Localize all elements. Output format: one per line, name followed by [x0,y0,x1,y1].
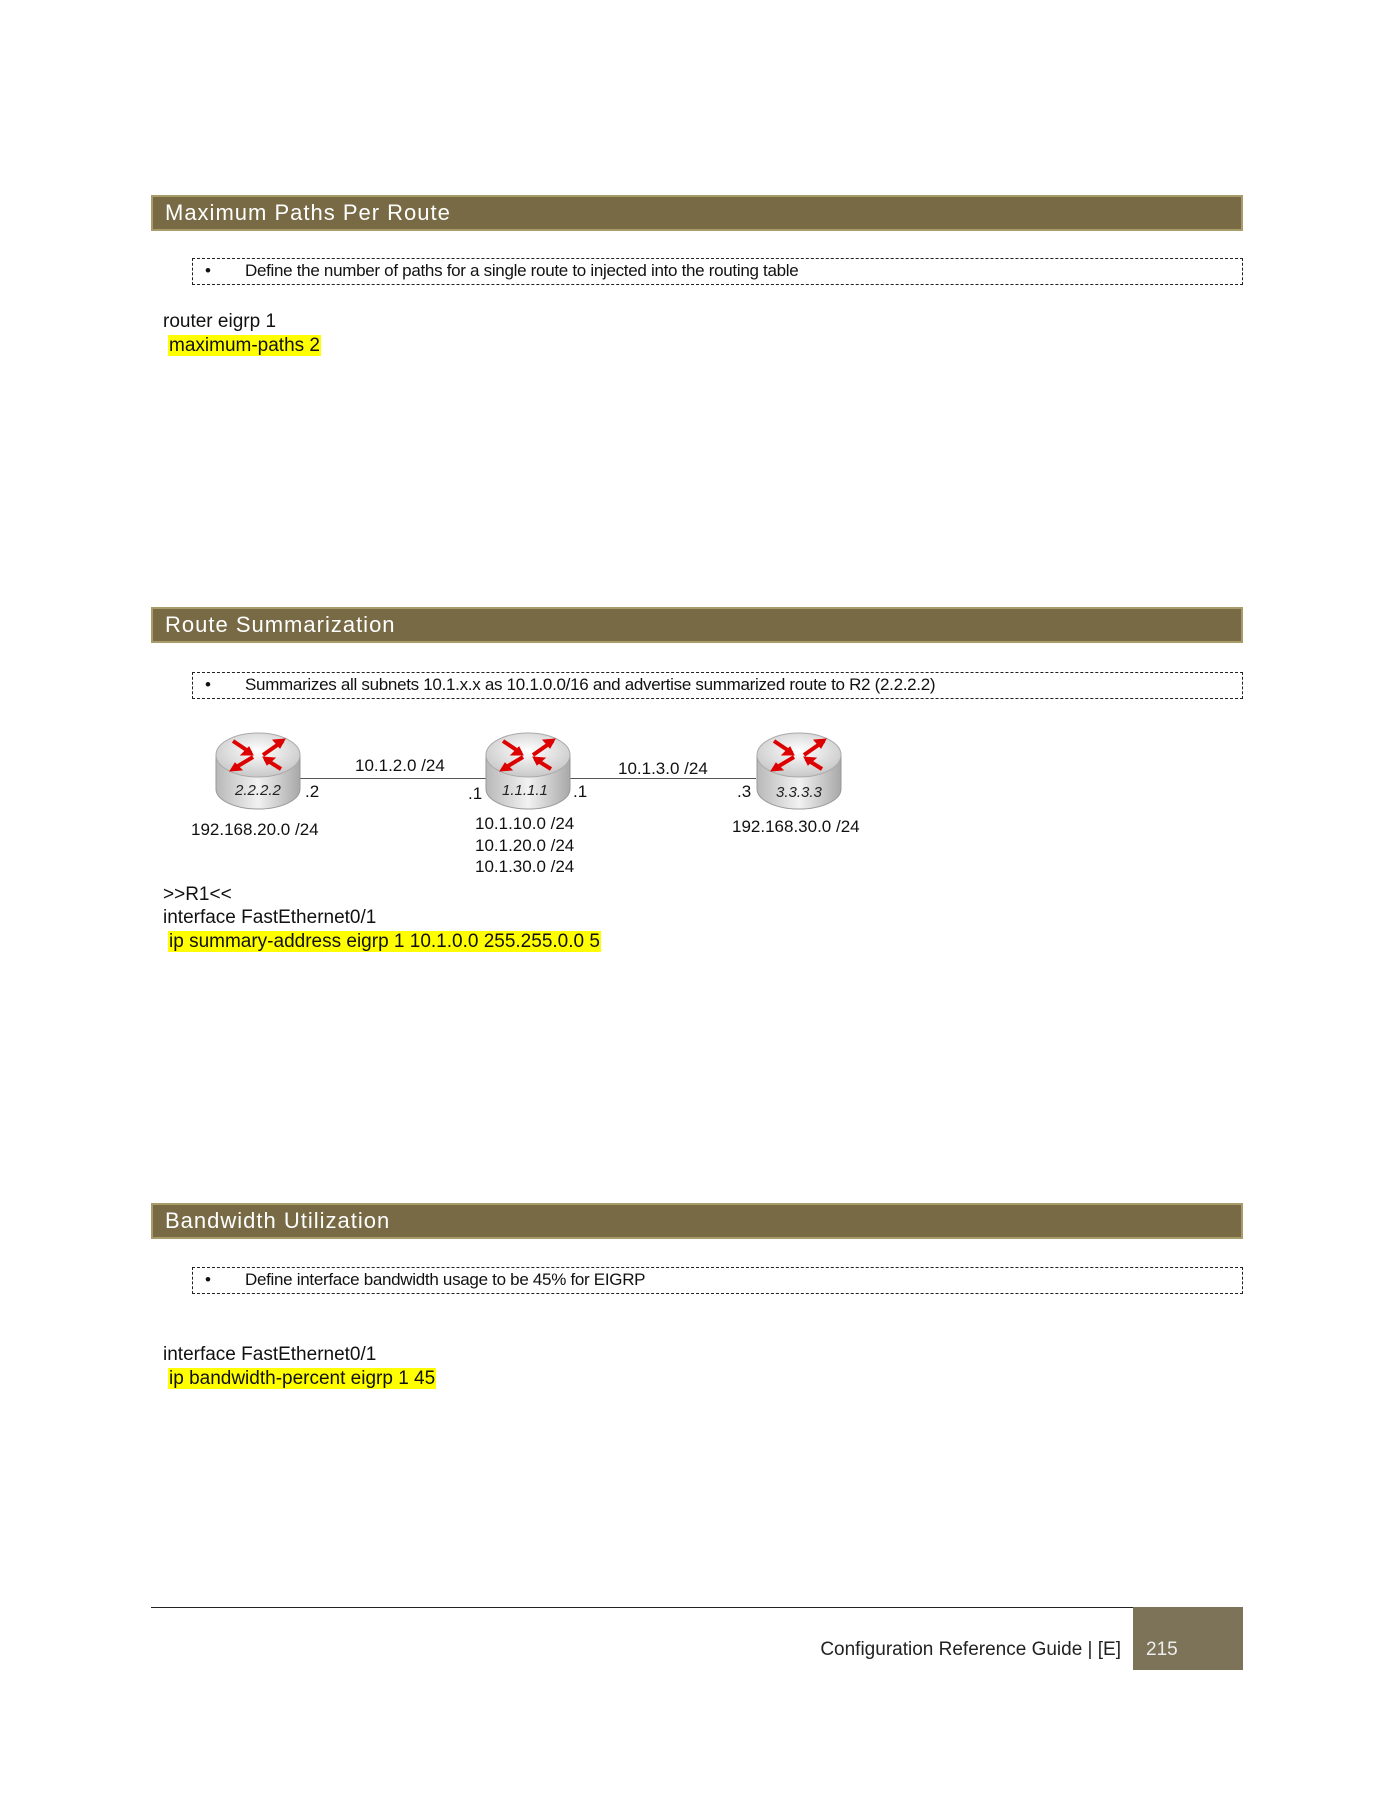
port-label: .1 [573,782,588,801]
router-icon [213,727,303,813]
router-id: 1.1.1.1 [502,782,548,799]
router-icon [483,727,573,813]
section-header-bandwidth-utilization: Bandwidth Utilization [151,1203,1243,1239]
note-box [192,672,1243,699]
note-text: Summarizes all subnets 10.1.x.x as 10.1.0.0/16 and advertise summarized route to R2 (2.2.2.2) [245,675,936,694]
link-subnet-label: 10.1.2.0 /24 [355,756,445,775]
lan-subnet-label: 10.1.30.0 /24 [475,857,575,876]
section-header-maximum-paths: Maximum Paths Per Route [151,195,1243,231]
lan-subnet-label: 10.1.10.0 /24 [475,814,575,833]
router-id: 3.3.3.3 [776,784,822,801]
code-line: interface FastEthernet0/1 [163,1344,377,1365]
note-box [192,1267,1243,1294]
note-box [192,258,1243,285]
port-label: .3 [737,782,752,801]
lan-subnet-label: 192.168.30.0 /24 [732,817,860,836]
port-label: .1 [468,784,483,803]
lan-subnet-label: 192.168.20.0 /24 [191,820,319,839]
section-header-route-summarization: Route Summarization [151,607,1243,643]
code-line: interface FastEthernet0/1 [163,907,377,928]
lan-subnet-label: 10.1.20.0 /24 [475,836,575,855]
link-line [300,778,486,779]
bullet-icon: • [205,1270,211,1289]
highlighted-code-line: ip summary-address eigrp 1 10.1.0.0 255.255.0.0 5 [169,931,600,952]
router-id: 2.2.2.2 [235,782,281,799]
note-text: Define the number of paths for a single route to injected into the routing table [245,261,799,280]
code-line: router eigrp 1 [163,311,277,332]
bullet-icon: • [205,261,211,280]
highlighted-code-line: maximum-paths 2 [169,335,320,356]
footer-text: Configuration Reference Guide | [E] [820,1639,1121,1660]
link-subnet-label: 10.1.3.0 /24 [618,759,708,778]
footer-rule [151,1607,1133,1608]
highlighted-code-line: ip bandwidth-percent eigrp 1 45 [169,1368,436,1389]
bullet-icon: • [205,675,211,694]
port-label: .2 [305,782,320,801]
code-line: >>R1<< [163,884,232,905]
note-text: Define interface bandwidth usage to be 45% for EIGRP [245,1270,646,1289]
page-number: 215 [1133,1607,1243,1670]
